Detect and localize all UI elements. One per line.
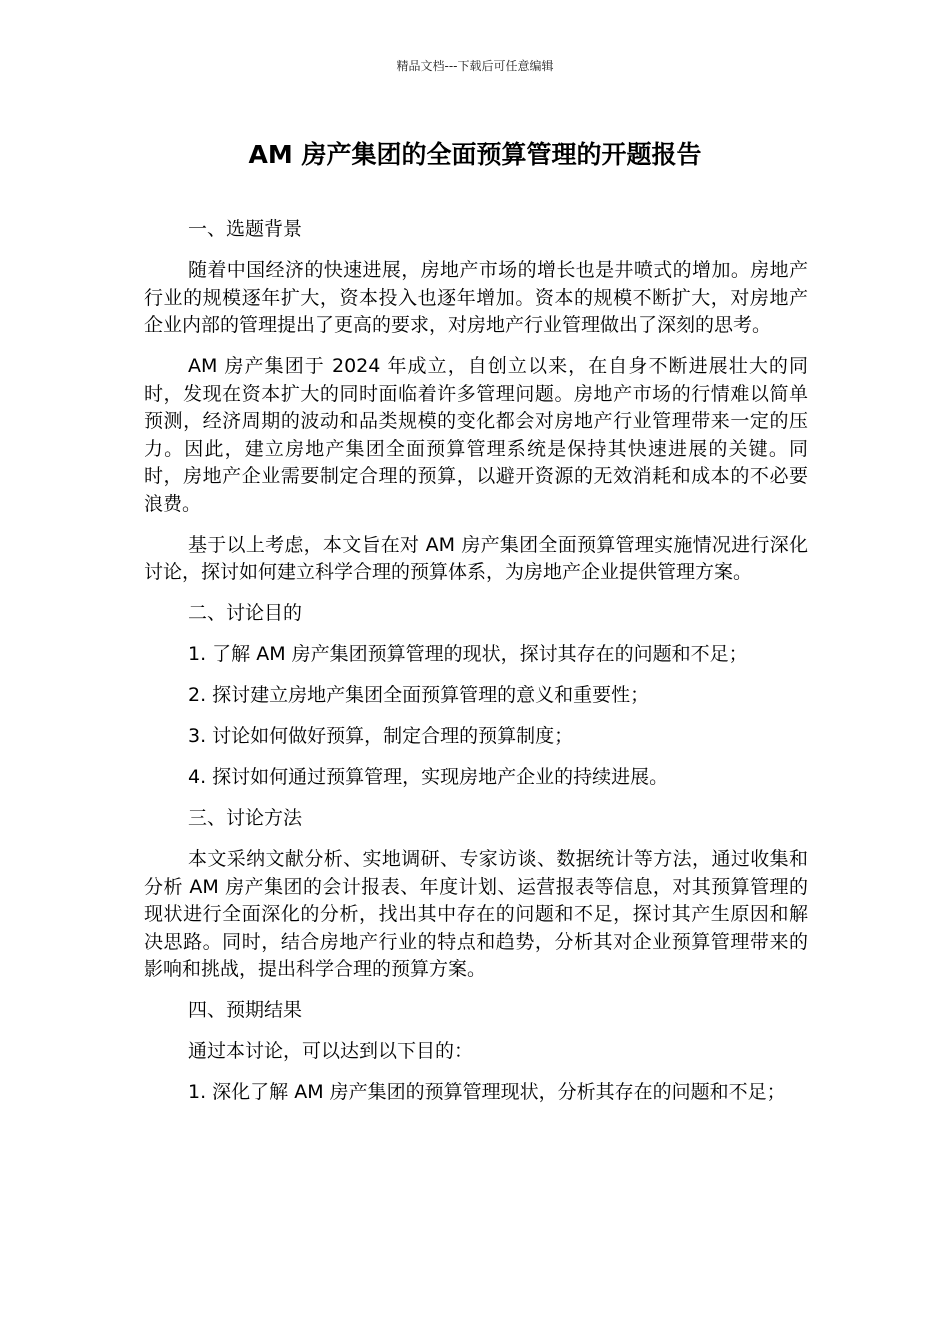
document-title: AM 房产集团的全面预算管理的开题报告 [248,140,702,169]
section-heading-background: 一、选题背景 [188,218,303,240]
paragraph: 本文采纳文献分析、实地调研、专家访谈、数据统计等方法，通过收集和分析 AM 房产集团的会计报表、年度计划、运营报表等信息，对其预算管理的现状进行全面深化的分析，找出其中存在的问题和不足，探讨其产生原因和解决思路。同时，结合房地产行业的特点和趋势，分析其对企业预算管理带来的影响和挑战，提出科学合理的预算方案。 [144,848,808,980]
list-item: 3. 讨论如何做好预算，制定合理的预算制度； [188,725,574,747]
section-heading-purpose: 二、讨论目的 [188,602,303,624]
section-heading-method: 三、讨论方法 [188,807,303,829]
header-note: 精品文档---下载后可任意编辑 [396,59,554,73]
document-body [144,216,808,1120]
paragraph: 通过本讨论，可以达到以下目的： [188,1040,474,1062]
list-item: 4. 探讨如何通过预算管理，实现房地产企业的持续进展。 [188,766,669,788]
list-item: 1. 了解 AM 房产集团预算管理的现状，探讨其存在的问题和不足； [188,643,748,665]
paragraph: 基于以上考虑，本文旨在对 AM 房产集团全面预算管理实施情况进行深化讨论，探讨如何建立科学合理的预算体系，为房地产企业提供管理方案。 [144,533,808,583]
paragraph: 随着中国经济的快速进展，房地产市场的增长也是井喷式的增加。房地产行业的规模逐年扩大，资本投入也逐年增加。资本的规模不断扩大，对房地产企业内部的管理提出了更高的要求，对房地产行业管理做出了深刻的思考。 [144,259,808,336]
paragraph: AM 房产集团于 2024 年成立，自创立以来，在自身不断进展壮大的同时，发现在资本扩大的同时面临着许多管理问题。房地产市场的行情难以简单预测，经济周期的波动和品类规模的变化都会对房地产行业管理带来一定的压力。因此，建立房地产集团全面预算管理系统是保持其快速进展的关键。同时，房地产企业需要制定合理的预算，以避开资源的无效消耗和成本的不必要浪费。 [144,355,808,515]
list-item: 2. 探讨建立房地产集团全面预算管理的意义和重要性； [188,684,650,706]
list-item: 1. 深化了解 AM 房产集团的预算管理现状，分析其存在的问题和不足； [188,1081,786,1103]
section-heading-results: 四、预期结果 [188,999,303,1021]
